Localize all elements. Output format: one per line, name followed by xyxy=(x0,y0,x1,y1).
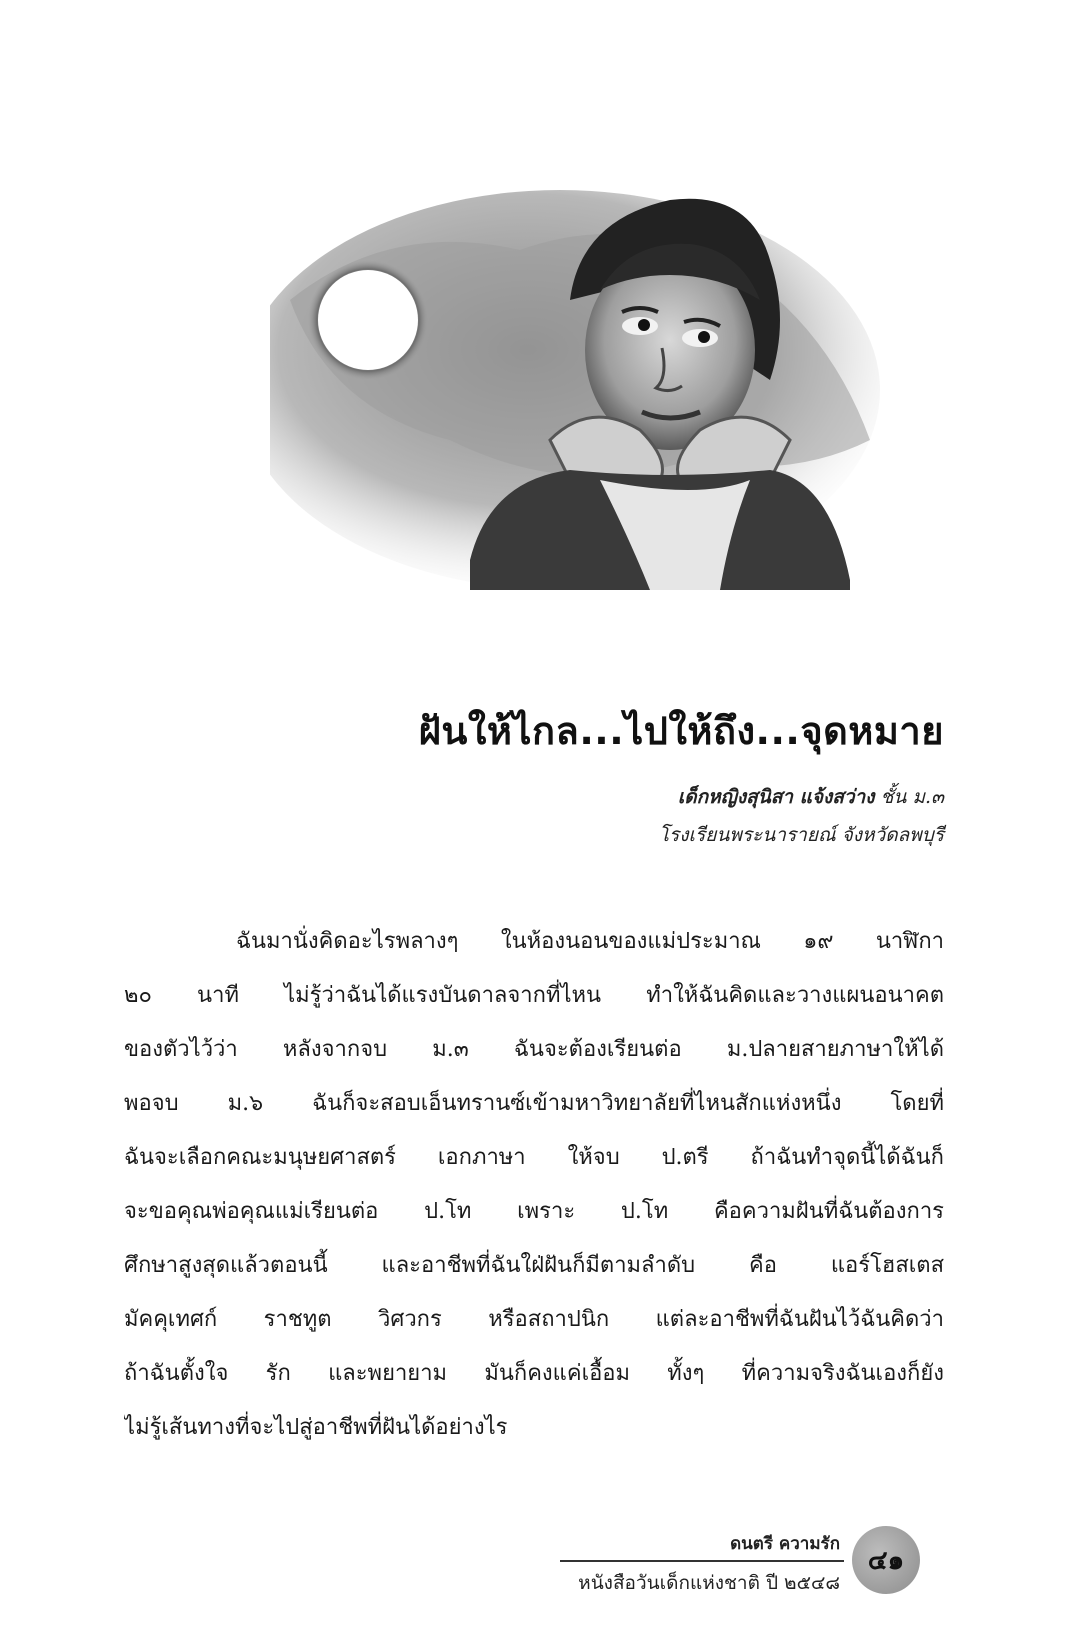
author-name: เด็กหญิงสุนิสา แจ้งสว่าง xyxy=(677,786,875,808)
body-line: ฉันจะเลือกคณะมนุษยศาสตร์ เอกภาษา ให้จบ ป.ตรี ถ้าฉันทำจุดนี้ได้ฉันก็ xyxy=(124,1145,944,1170)
body-line: ๒๐ นาที ไม่รู้ว่าฉันได้แรงบันดาลจากที่ไหน ทำให้ฉันคิดและวางแผนอนาคต xyxy=(124,983,944,1008)
school-name: โรงเรียนพระนารายณ์ จังหวัดลพบุรี xyxy=(658,824,944,846)
author-grade: ชั้น ม.๓ xyxy=(880,786,944,808)
body-line: จะขอคุณพ่อคุณแม่เรียนต่อ ป.โท เพราะ ป.โท คือความฝันที่ฉันต้องการ xyxy=(124,1199,944,1224)
book-title: หนังสือวันเด็กแห่งชาติ ปี ๒๕๔๘ xyxy=(578,1572,840,1594)
page-number: ๔๑ xyxy=(852,1526,920,1594)
byline xyxy=(659,778,944,854)
footer-divider xyxy=(560,1560,844,1562)
body-line: ของตัวไว้ว่า หลังจากจบ ม.๓ ฉันจะต้องเรียนต่อ ม.ปลายสายภาษาให้ได้ xyxy=(124,1037,944,1062)
body-line: ฉันมานั่งคิดอะไรพลางๆ ในห้องนอนของแม่ประมาณ ๑๙ นาฬิกา xyxy=(236,929,944,954)
article-title: ฝันให้ไกล...ไปให้ถึง...จุดหมาย xyxy=(418,709,944,753)
body-line: ศึกษาสูงสุดแล้วตอนนี้ และอาชีพที่ฉันใฝ่ฝันก็มีตามลำดับ คือ แอร์โฮสเตส xyxy=(124,1253,944,1278)
author-line xyxy=(659,778,944,816)
body-line: พอจบ ม.๖ ฉันก็จะสอบเอ็นทรานซ์เข้ามหาวิทยาลัยที่ไหนสักแห่งหนึ่ง โดยที่ xyxy=(124,1091,944,1116)
series-title: ดนตรี ความรัก xyxy=(730,1534,840,1554)
girl-dreaming-moon-illustration xyxy=(270,180,910,640)
article-body xyxy=(124,915,944,1455)
body-line: ไม่รู้เส้นทางที่จะไปสู่อาชีพที่ฝันได้อย่างไร xyxy=(124,1415,508,1440)
body-line: ถ้าฉันตั้งใจ รัก และพยายาม มันก็คงแค่เอื้อม ทั้งๆ ที่ความจริงฉันเองก็ยัง xyxy=(124,1361,944,1386)
page-footer xyxy=(560,1520,940,1600)
body-line: มัคคุเทศก์ ราชทูต วิศวกร หรือสถาปนิก แต่ละอาชีพที่ฉันฝันไว้ฉันคิดว่า xyxy=(124,1307,944,1332)
